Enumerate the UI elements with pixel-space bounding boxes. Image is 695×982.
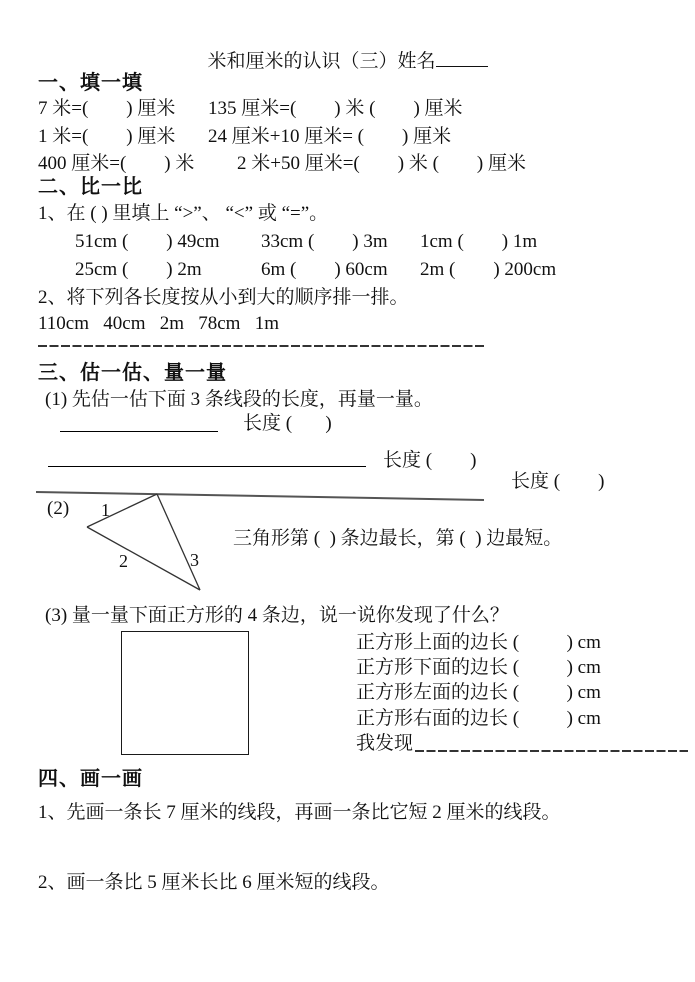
triangle-side-3: [157, 494, 200, 590]
fill-row3-right: 2 米+50 厘米=( ) 米 ( ) 厘米: [237, 153, 526, 174]
triangle-question: 三角形第 ( ) 条边最长，第 ( ) 边最短。: [233, 528, 563, 549]
fill-row2-right: 24 厘米+10 厘米= ( ) 厘米: [208, 126, 452, 147]
fill-row3-left: 400 厘米=( ) 米: [38, 153, 195, 174]
square-figure: [121, 631, 249, 755]
section3-heading: 三、估一估、量一量: [38, 362, 227, 384]
name-blank-line: [436, 51, 488, 67]
compare-r1c1: 51cm ( ) 49cm: [75, 231, 220, 252]
page-title-text: 米和厘米的认识（三）姓名: [207, 51, 436, 72]
segment-3: [36, 492, 484, 500]
draw-item2: 2、画一条比 5 厘米长比 6 厘米短的线段。: [38, 872, 390, 893]
compare-r2c3: 2m ( ) 200cm: [420, 259, 557, 280]
square-side-right: 正方形右面的边长 ( ) cm: [356, 708, 601, 729]
found-answer-line: [415, 750, 688, 752]
sort-instruction: 2、将下列各长度按从小到大的顺序排一排。: [38, 287, 409, 308]
compare-r1c3: 1cm ( ) 1m: [420, 231, 538, 252]
draw-item1: 1、先画一条长 7 厘米的线段，再画一条比它短 2 厘米的线段。: [38, 802, 561, 823]
length-label-2: 长度 ( ): [383, 450, 477, 471]
compare-r2c2: 6m ( ) 60cm: [261, 259, 388, 280]
compare-r1c2: 33cm ( ) 3m: [261, 231, 388, 252]
section2-heading: 二、比一比: [38, 176, 143, 198]
triangle-label-2: 2: [119, 551, 128, 571]
sort-answer-line: [38, 345, 486, 347]
section1-heading: 一、填一填: [38, 72, 143, 94]
triangle-label-3: 3: [190, 550, 199, 570]
fill-row1-right: 135 厘米=( ) 米 ( ) 厘米: [208, 98, 463, 119]
triangle-side-2: [87, 527, 200, 590]
length-label-3: 长度 ( ): [511, 471, 605, 492]
triangle-side-1: [87, 494, 157, 527]
sort-lengths: 110cm 40cm 2m 78cm 1m: [38, 313, 279, 334]
square-side-top: 正方形上面的边长 ( ) cm: [356, 632, 601, 653]
page-title: [0, 46, 695, 73]
length-label-1: 长度 ( ): [243, 413, 332, 434]
section4-heading: 四、画一画: [38, 768, 143, 790]
fill-row1-left: 7 米=( ) 厘米: [38, 98, 176, 119]
segment-1: [60, 431, 218, 432]
measure-q2-label: (2): [47, 498, 70, 519]
measure-q1: (1) 先估一估下面 3 条线段的长度，再量一量。: [45, 389, 433, 410]
fill-row2-left: 1 米=( ) 厘米: [38, 126, 176, 147]
square-side-left: 正方形左面的边长 ( ) cm: [356, 682, 601, 703]
triangle-label-1: 1: [101, 500, 110, 520]
segment-2: [48, 466, 366, 467]
found-label: 我发现: [356, 733, 414, 754]
square-side-bottom: 正方形下面的边长 ( ) cm: [356, 657, 601, 678]
measure-q3: (3) 量一量下面正方形的 4 条边，说一说你发现了什么？: [45, 605, 509, 626]
compare-instruction: 1、在 ( ) 里填上 “>”、 “<” 或 “=”。: [38, 203, 329, 224]
compare-r2c1: 25cm ( ) 2m: [75, 259, 202, 280]
